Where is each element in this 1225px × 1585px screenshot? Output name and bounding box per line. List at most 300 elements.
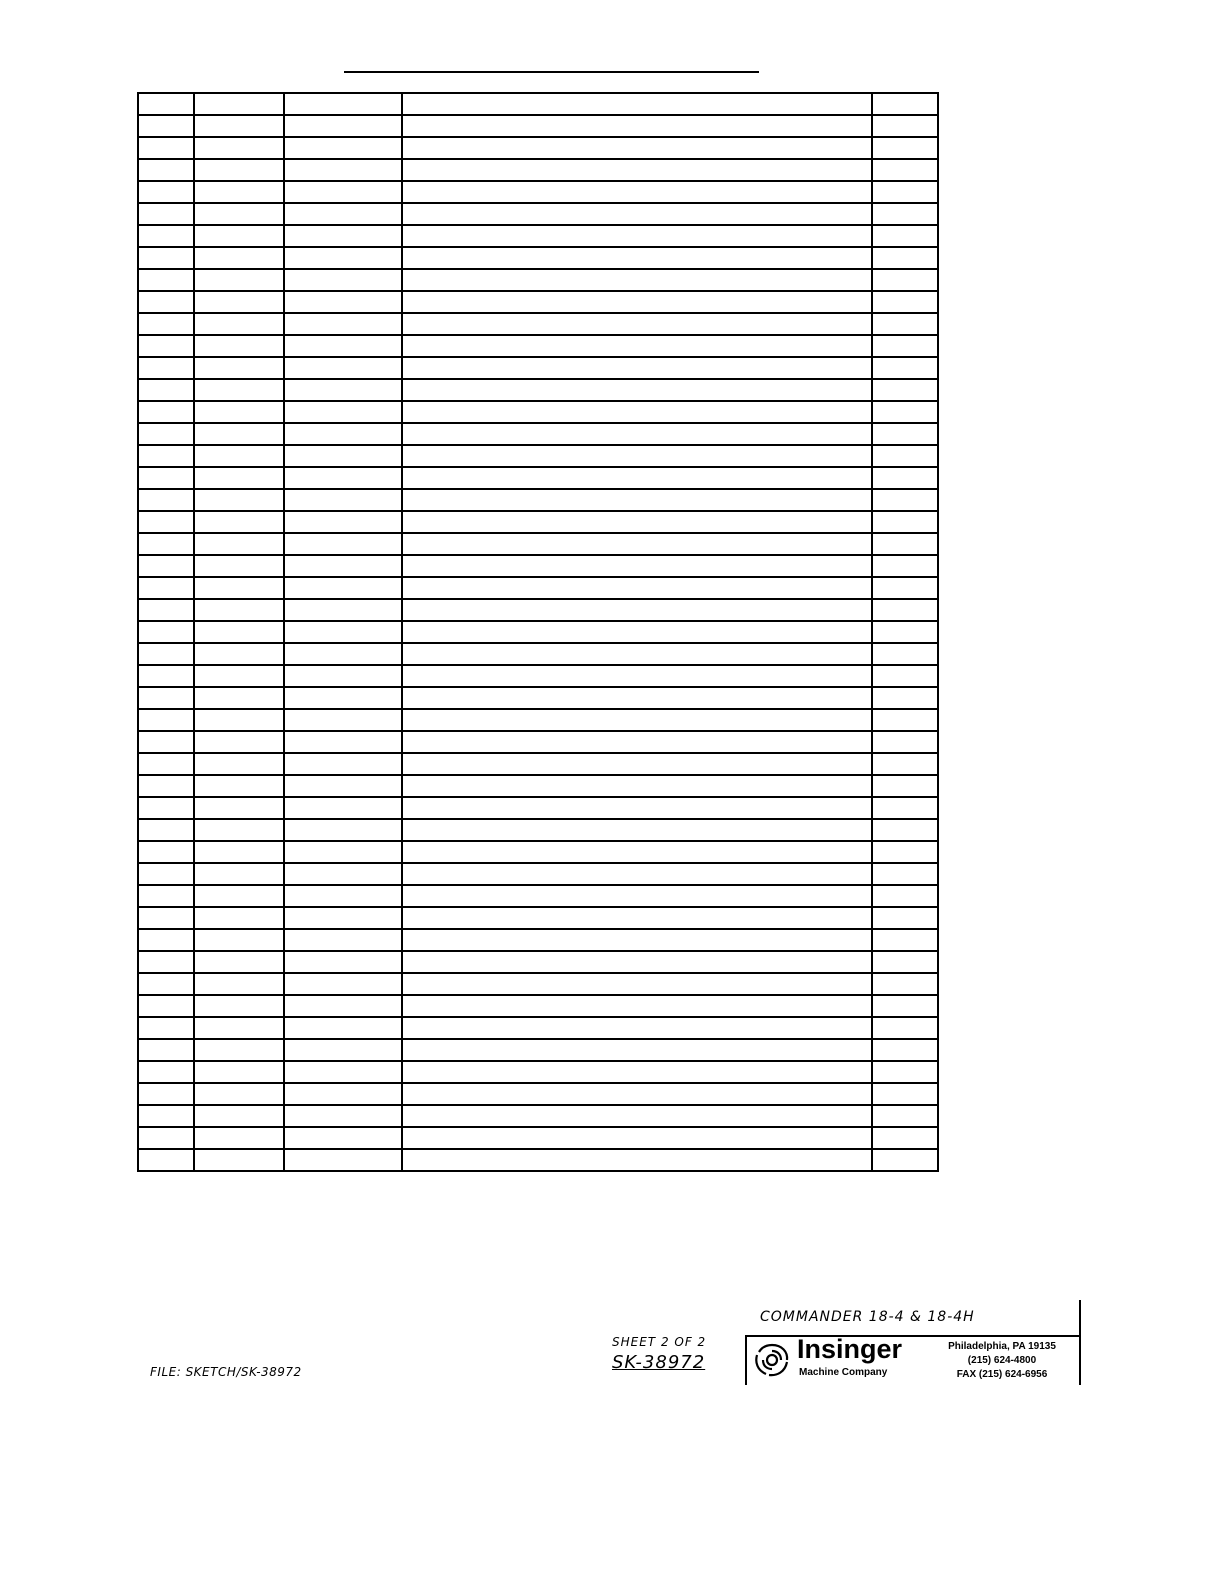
table-cell [194,137,284,159]
table-cell [402,621,872,643]
table-cell [194,1017,284,1039]
table-cell [138,1083,194,1105]
table-cell [284,1149,402,1171]
table-cell [872,951,938,973]
table-cell [194,511,284,533]
table-cell [402,929,872,951]
table-cell [194,181,284,203]
table-cell [402,797,872,819]
table-cell [138,467,194,489]
table-row [138,313,938,335]
table-cell [402,335,872,357]
table-cell [138,533,194,555]
table-cell [284,687,402,709]
table-cell [402,159,872,181]
table-cell [402,1017,872,1039]
table-row [138,665,938,687]
table-cell [284,93,402,115]
table-cell [194,445,284,467]
table-cell [402,1039,872,1061]
table-row [138,819,938,841]
table-cell [402,643,872,665]
table-cell [194,951,284,973]
table-cell [194,973,284,995]
table-cell [872,445,938,467]
table-row [138,709,938,731]
table-cell [284,731,402,753]
table-cell [402,203,872,225]
table-cell [284,269,402,291]
table-cell [138,181,194,203]
table-cell [138,709,194,731]
table-cell [284,797,402,819]
table-cell [194,313,284,335]
table-cell [402,907,872,929]
table-cell [138,1017,194,1039]
table-row [138,599,938,621]
table-row [138,203,938,225]
table-cell [138,643,194,665]
table-row [138,291,938,313]
table-cell [194,1127,284,1149]
table-cell [402,577,872,599]
company-name: Insinger [797,1334,903,1364]
table-cell [194,929,284,951]
table-cell [194,1149,284,1171]
table-cell [402,995,872,1017]
table-cell [138,115,194,137]
table-row [138,907,938,929]
table-cell [194,841,284,863]
table-cell [138,313,194,335]
table-cell [284,379,402,401]
table-cell [194,291,284,313]
table-cell [402,1105,872,1127]
table-row [138,797,938,819]
table-cell [872,621,938,643]
title-underline [344,71,759,73]
table-cell [284,181,402,203]
table-cell [194,115,284,137]
table-cell [194,731,284,753]
table-cell [284,577,402,599]
table-cell [402,599,872,621]
table-row [138,1039,938,1061]
table-row [138,951,938,973]
table-cell [284,247,402,269]
table-cell [194,555,284,577]
table-cell [284,401,402,423]
drawing-number: SK-38972 [612,1352,706,1373]
table-row [138,753,938,775]
table-row [138,137,938,159]
table-cell [872,291,938,313]
table-cell [872,137,938,159]
table-cell [138,247,194,269]
table-cell [284,973,402,995]
table-cell [194,885,284,907]
table-cell [284,203,402,225]
file-path: FILE: SKETCH/SK-38972 [150,1365,302,1379]
table-cell [284,929,402,951]
table-cell [284,819,402,841]
table-cell [872,511,938,533]
table-cell [872,687,938,709]
table-cell [284,159,402,181]
table-cell [402,1083,872,1105]
table-cell [138,929,194,951]
table-cell [194,159,284,181]
table-cell [138,819,194,841]
table-cell [402,665,872,687]
table-cell [194,533,284,555]
table-cell [402,533,872,555]
table-cell [872,1149,938,1171]
table-cell [402,489,872,511]
table-cell [872,203,938,225]
table-cell [138,599,194,621]
table-row [138,885,938,907]
table-cell [284,511,402,533]
table-row [138,423,938,445]
table-cell [138,401,194,423]
company-logo-icon [752,1342,792,1378]
table-cell [194,709,284,731]
table-cell [872,973,938,995]
table-cell [872,489,938,511]
table-cell [402,467,872,489]
table-cell [194,225,284,247]
company-subtitle: Machine Company [799,1367,888,1378]
table-row [138,269,938,291]
table-cell [138,269,194,291]
table-cell [138,159,194,181]
table-cell [194,995,284,1017]
table-row [138,93,938,115]
table-cell [872,401,938,423]
table-cell [872,379,938,401]
table-cell [402,819,872,841]
table-cell [284,907,402,929]
table-row [138,1061,938,1083]
table-cell [138,995,194,1017]
table-row [138,489,938,511]
table-cell [402,731,872,753]
table-cell [872,775,938,797]
table-row [138,533,938,555]
table-cell [284,291,402,313]
table-cell [138,379,194,401]
title-block [745,1335,1080,1385]
table-cell [284,775,402,797]
table-cell [138,137,194,159]
table-cell [138,225,194,247]
table-cell [138,335,194,357]
table-cell [194,247,284,269]
table-row [138,1127,938,1149]
table-cell [872,115,938,137]
table-cell [138,1061,194,1083]
table-cell [138,665,194,687]
table-cell [194,687,284,709]
table-row [138,225,938,247]
table-cell [872,1061,938,1083]
table-cell [284,1061,402,1083]
table-cell [194,907,284,929]
table-row [138,511,938,533]
table-row [138,1083,938,1105]
table-row [138,731,938,753]
table-cell [284,995,402,1017]
company-fax: FAX (215) 624-6956 [956,1369,1048,1380]
table-cell [138,687,194,709]
table-row [138,467,938,489]
table-cell [138,973,194,995]
table-cell [284,753,402,775]
table-cell [872,467,938,489]
table-cell [402,225,872,247]
table-cell [138,1039,194,1061]
table-cell [284,621,402,643]
table-cell [138,577,194,599]
table-row [138,357,938,379]
table-cell [872,423,938,445]
table-row [138,577,938,599]
table-cell [284,533,402,555]
table-cell [284,1039,402,1061]
table-cell [402,181,872,203]
table-cell [872,577,938,599]
table-row [138,1149,938,1171]
table-row [138,379,938,401]
table-cell [194,93,284,115]
table-cell [284,489,402,511]
table-cell [138,445,194,467]
table-cell [138,775,194,797]
table-cell [402,269,872,291]
table-cell [872,819,938,841]
table-cell [872,533,938,555]
table-row [138,643,938,665]
table-row [138,841,938,863]
table-cell [402,841,872,863]
table-cell [138,907,194,929]
table-cell [284,555,402,577]
table-cell [402,775,872,797]
table-cell [872,643,938,665]
table-cell [138,203,194,225]
table-cell [872,357,938,379]
table-cell [402,313,872,335]
table-cell [138,1105,194,1127]
table-row [138,1017,938,1039]
table-cell [284,1105,402,1127]
table-cell [194,379,284,401]
table-cell [284,863,402,885]
table-row [138,995,938,1017]
table-cell [284,467,402,489]
table-cell [194,401,284,423]
table-cell [138,841,194,863]
table-cell [138,621,194,643]
table-cell [402,291,872,313]
table-cell [872,269,938,291]
table-cell [402,951,872,973]
table-cell [402,885,872,907]
table-cell [402,115,872,137]
table-cell [194,1083,284,1105]
table-cell [138,511,194,533]
table-cell [402,1127,872,1149]
table-cell [872,1127,938,1149]
table-cell [872,313,938,335]
table-cell [402,687,872,709]
table-cell [402,511,872,533]
table-cell [872,907,938,929]
table-cell [138,357,194,379]
table-cell [872,159,938,181]
table-row [138,973,938,995]
table-cell [872,863,938,885]
table-cell [194,621,284,643]
table-cell [284,225,402,247]
table-cell [284,599,402,621]
table-cell [284,423,402,445]
table-cell [402,1061,872,1083]
table-cell [284,1127,402,1149]
table-cell [138,863,194,885]
table-cell [284,709,402,731]
table-row [138,621,938,643]
table-cell [194,797,284,819]
table-cell [284,357,402,379]
table-cell [194,863,284,885]
table-row [138,775,938,797]
table-cell [194,269,284,291]
table-cell [402,709,872,731]
table-cell [872,247,938,269]
table-cell [194,1039,284,1061]
table-cell [402,445,872,467]
parts-list-table [137,92,939,1172]
table-cell [284,1017,402,1039]
table-cell [284,1083,402,1105]
table-row [138,929,938,951]
table-cell [872,93,938,115]
table-cell [872,1105,938,1127]
table-cell [194,1061,284,1083]
table-cell [194,357,284,379]
table-cell [872,929,938,951]
table-cell [872,709,938,731]
table-cell [194,665,284,687]
table-cell [402,555,872,577]
table-cell [872,599,938,621]
table-cell [138,555,194,577]
table-cell [872,1039,938,1061]
table-cell [872,225,938,247]
table-row [138,555,938,577]
table-cell [194,335,284,357]
table-cell [138,1127,194,1149]
table-cell [284,137,402,159]
table-cell [284,313,402,335]
table-cell [194,775,284,797]
table-cell [402,1149,872,1171]
table-cell [194,753,284,775]
table-row [138,1105,938,1127]
table-cell [872,995,938,1017]
table-cell [138,93,194,115]
table-cell [872,665,938,687]
product-name: COMMANDER 18-4 & 18-4H [760,1309,975,1325]
table-cell [284,335,402,357]
table-row [138,335,938,357]
table-cell [872,885,938,907]
table-cell [194,423,284,445]
table-cell [194,467,284,489]
table-cell [138,885,194,907]
table-cell [402,973,872,995]
table-cell [872,335,938,357]
table-cell [872,181,938,203]
table-cell [872,753,938,775]
table-cell [138,753,194,775]
table-cell [138,797,194,819]
table-cell [284,665,402,687]
table-cell [284,445,402,467]
table-row [138,863,938,885]
table-cell [284,115,402,137]
table-row [138,445,938,467]
table-cell [194,643,284,665]
company-address: Philadelphia, PA 19135 [948,1341,1056,1352]
table-cell [402,93,872,115]
table-cell [402,863,872,885]
table-cell [872,555,938,577]
table-row [138,687,938,709]
table-cell [284,841,402,863]
table-row [138,247,938,269]
table-cell [402,247,872,269]
table-cell [194,577,284,599]
table-cell [194,489,284,511]
table-cell [402,753,872,775]
table-cell [194,819,284,841]
table-cell [138,951,194,973]
table-cell [138,489,194,511]
company-phone: (215) 624-4800 [967,1355,1037,1366]
table-cell [194,1105,284,1127]
table-cell [402,137,872,159]
table-cell [872,841,938,863]
table-cell [138,731,194,753]
table-cell [872,797,938,819]
table-row [138,159,938,181]
table-cell [872,731,938,753]
table-cell [284,951,402,973]
table-cell [284,643,402,665]
table-row [138,115,938,137]
table-cell [138,423,194,445]
table-cell [872,1083,938,1105]
table-cell [402,401,872,423]
table-cell [194,599,284,621]
table-cell [872,1017,938,1039]
table-cell [402,357,872,379]
table-cell [284,885,402,907]
table-cell [402,423,872,445]
